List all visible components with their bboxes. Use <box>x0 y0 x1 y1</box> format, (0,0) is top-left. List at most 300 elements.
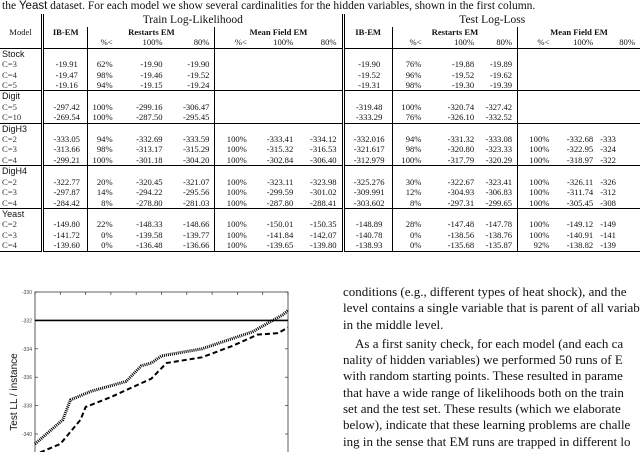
value-cell: -326 <box>600 176 616 187</box>
value-cell: -333 <box>600 134 616 145</box>
value-cell: -321.617 <box>343 144 392 154</box>
cell-empty <box>518 123 555 134</box>
value-cell: -269.54 <box>43 112 88 123</box>
value-cell <box>518 59 555 69</box>
cardinality: C=2 <box>0 177 43 187</box>
value-cell: -326.10 <box>447 112 475 123</box>
subheader-100pct: 100% <box>142 37 163 48</box>
value-cell: 8% <box>101 197 113 208</box>
table-row <box>0 102 640 112</box>
subheader-pct-less: %< <box>100 37 113 48</box>
value-cell: -19.88 <box>451 59 475 70</box>
value-cell: 76% <box>405 112 422 123</box>
value-cell: 30% <box>405 176 422 187</box>
value-cell: -278.80 <box>136 197 163 208</box>
value-cell <box>215 80 252 91</box>
value-cell: -299.65 <box>479 198 517 209</box>
y-tick-label: -330 <box>21 290 32 296</box>
value-cell: 100% <box>226 176 247 187</box>
value-cell: -313.66 <box>43 144 88 154</box>
table-row <box>0 230 640 240</box>
cell-empty <box>343 166 392 177</box>
value-cell <box>518 70 555 80</box>
value-cell: 76% <box>405 59 422 70</box>
cell-empty <box>426 123 479 134</box>
value-cell: -311.74 <box>567 187 594 198</box>
value-cell <box>298 80 343 91</box>
cell-empty <box>598 166 640 177</box>
value-cell <box>215 59 252 69</box>
cell-empty <box>479 208 517 219</box>
cell-empty <box>88 123 118 134</box>
cell-empty <box>43 208 88 219</box>
value-cell: -316.53 <box>298 144 343 154</box>
value-cell <box>518 112 555 123</box>
value-cell: 0% <box>410 229 422 240</box>
caption-post: dataset. For each model we show several cardinalities for the hidden variables, shown in the first column. <box>47 0 536 12</box>
cardinality: C=4 <box>0 198 43 209</box>
value-cell: -138.82 <box>566 240 594 251</box>
value-cell: -139.80 <box>298 240 343 251</box>
value-cell: -299.21 <box>43 155 88 166</box>
cell-empty <box>118 48 168 59</box>
value-cell: -147.78 <box>479 219 517 229</box>
value-cell: -139.77 <box>168 230 215 240</box>
value-cell: -19.90 <box>140 59 163 70</box>
cell-empty <box>518 208 555 219</box>
value-cell: -332.52 <box>479 112 517 123</box>
cell-empty <box>426 48 479 59</box>
cell-empty <box>518 91 555 102</box>
value-cell: -148.66 <box>168 219 215 229</box>
value-cell <box>554 102 598 112</box>
value-cell <box>298 112 343 123</box>
value-cell: -304.93 <box>447 187 475 198</box>
cell-empty <box>298 166 343 177</box>
value-cell <box>598 112 640 123</box>
table-row <box>0 219 640 229</box>
group-name: DigH3 <box>0 123 43 134</box>
value-cell: -19.62 <box>479 70 517 80</box>
value-cell: -315.29 <box>168 144 215 154</box>
value-cell <box>598 80 640 91</box>
cell-empty <box>598 48 640 59</box>
cell-empty <box>392 91 426 102</box>
value-cell: 8% <box>410 197 422 208</box>
value-cell: -295.45 <box>168 112 215 123</box>
subheader-empty <box>43 37 88 48</box>
cell-empty <box>392 48 426 59</box>
value-cell: -19.24 <box>168 80 215 91</box>
cell-empty <box>298 91 343 102</box>
value-cell <box>252 112 298 123</box>
value-cell: -288.41 <box>298 198 343 209</box>
cardinality: C=3 <box>0 59 43 69</box>
cell-empty <box>298 123 343 134</box>
value-cell: -334.12 <box>298 134 343 144</box>
subheader-empty <box>343 37 392 48</box>
table-row <box>0 187 640 197</box>
table-row <box>0 70 640 80</box>
value-cell: -138.93 <box>343 240 392 251</box>
value-cell: -333.08 <box>479 134 517 144</box>
paragraph-1 <box>343 284 640 333</box>
value-cell: 100% <box>529 219 550 230</box>
value-cell: -301.18 <box>136 154 163 165</box>
value-cell <box>518 80 555 91</box>
subheader-empty <box>0 37 43 48</box>
value-cell: -19.31 <box>343 80 392 91</box>
value-cell: -19.15 <box>140 80 163 91</box>
value-cell: 100% <box>401 154 422 165</box>
cardinality: C=3 <box>0 230 43 240</box>
cell-empty <box>252 208 298 219</box>
cell-empty <box>298 48 343 59</box>
value-cell <box>554 59 598 69</box>
cell-empty <box>518 48 555 59</box>
value-cell: -19.91 <box>43 59 88 69</box>
value-cell: 100% <box>226 134 247 145</box>
value-cell: -297.42 <box>43 102 88 112</box>
value-cell: 100% <box>226 144 247 155</box>
value-cell: -140.78 <box>343 230 392 240</box>
value-cell: -136.48 <box>136 240 163 251</box>
cell-empty <box>392 208 426 219</box>
subheader-pct-less: %< <box>234 37 247 48</box>
group-row <box>0 48 640 59</box>
value-cell: -148.89 <box>343 219 392 229</box>
table-row <box>0 155 640 166</box>
value-cell: 100% <box>529 134 550 145</box>
value-cell: -323.98 <box>298 177 343 187</box>
value-cell: -139.65 <box>266 240 294 251</box>
group-name: Digit <box>0 91 43 102</box>
value-cell: -141.72 <box>43 230 88 240</box>
cardinality: C=3 <box>0 187 43 197</box>
y-axis-label: Test LL / instance <box>9 353 20 431</box>
corner <box>0 14 43 27</box>
text-line: level contains a single variable that is parent of all variab <box>343 300 640 316</box>
value-cell: -306.40 <box>298 155 343 166</box>
cell-empty <box>426 166 479 177</box>
value-cell: -19.52 <box>451 69 475 80</box>
table-row <box>0 240 640 251</box>
cell-empty <box>168 123 215 134</box>
value-cell: -295.56 <box>168 187 215 197</box>
model-header: Model <box>0 27 43 37</box>
value-cell: -19.16 <box>43 80 88 91</box>
cell-empty <box>554 48 598 59</box>
value-cell: 100% <box>92 101 113 112</box>
y-tick-label: -334 <box>21 346 32 353</box>
cell-empty <box>426 91 479 102</box>
value-cell: -19.39 <box>479 80 517 91</box>
value-cell: -320.80 <box>447 144 475 155</box>
y-tick-label: -332 <box>21 318 32 325</box>
value-cell: -325.276 <box>343 177 392 187</box>
value-cell: -303.602 <box>343 198 392 209</box>
subheader-80pct: 80% <box>479 37 517 48</box>
table-row <box>0 134 640 144</box>
value-cell: 94% <box>96 134 113 145</box>
value-cell: -148.33 <box>136 219 163 230</box>
value-cell: -333.05 <box>43 134 88 144</box>
value-cell: 0% <box>410 240 422 251</box>
value-cell: 62% <box>96 59 113 70</box>
subheader-pct-less: %< <box>537 37 550 48</box>
value-cell: -305.45 <box>566 197 594 208</box>
value-cell: 100% <box>529 197 550 208</box>
caption-dataset: Yeast <box>18 0 48 12</box>
cell-empty <box>118 166 168 177</box>
value-cell: -332.68 <box>566 134 594 145</box>
value-cell <box>252 70 298 80</box>
value-cell: -317.79 <box>447 154 475 165</box>
value-cell: 100% <box>226 187 247 198</box>
value-cell: 100% <box>226 229 247 240</box>
cardinality: C=4 <box>0 155 43 166</box>
cell-empty <box>88 208 118 219</box>
table-caption <box>2 0 535 12</box>
cell-empty <box>554 208 598 219</box>
cell-empty <box>88 166 118 177</box>
value-cell <box>252 102 298 112</box>
y-tick-label: -340 <box>21 432 32 438</box>
value-cell: 100% <box>529 187 550 198</box>
bottom-rule-cell <box>0 251 640 253</box>
subheader-80pct: 80% <box>168 37 215 48</box>
caption-pre: the <box>2 0 19 12</box>
cell-empty <box>43 166 88 177</box>
subheader-80pct: 80% <box>619 37 635 48</box>
cell-empty <box>426 208 479 219</box>
subheader-80pct: 80% <box>298 37 343 48</box>
value-cell <box>298 70 343 80</box>
cell-empty <box>598 123 640 134</box>
restarts-em-header: Restarts EM <box>88 27 215 37</box>
value-cell: -287.50 <box>136 112 163 123</box>
group-row <box>0 123 640 134</box>
group-name: Stock <box>0 48 43 59</box>
y-tick-label: -336 <box>21 375 32 382</box>
cell-empty <box>252 166 298 177</box>
cell-empty <box>392 123 426 134</box>
series-dashed <box>40 328 288 452</box>
cardinality: C=5 <box>0 102 43 112</box>
cell-empty <box>118 208 168 219</box>
value-cell <box>252 59 298 69</box>
value-cell: -319.48 <box>343 102 392 112</box>
cell-empty <box>252 91 298 102</box>
group-name: Yeast <box>0 208 43 219</box>
value-cell: 28% <box>405 219 422 230</box>
value-cell: 100% <box>529 144 550 155</box>
value-cell: 100% <box>226 154 247 165</box>
value-cell: -140.91 <box>566 229 594 240</box>
group-row <box>0 208 640 219</box>
value-cell: -147.48 <box>447 219 475 230</box>
cardinality: C=5 <box>0 80 43 91</box>
cell-empty <box>215 123 252 134</box>
cell-empty <box>479 48 517 59</box>
cell-empty <box>252 48 298 59</box>
value-cell <box>598 70 640 80</box>
cardinality: C=10 <box>0 112 43 123</box>
value-cell: -312.979 <box>343 155 392 166</box>
value-cell: -306.83 <box>479 187 517 197</box>
value-cell: 98% <box>405 80 422 91</box>
value-cell: -327.42 <box>479 102 517 112</box>
value-cell <box>215 102 252 112</box>
value-cell: -141 <box>600 229 616 240</box>
test-ib-em-header: IB-EM <box>343 27 392 37</box>
value-cell: -19.30 <box>451 80 475 91</box>
table-row <box>0 59 640 69</box>
paragraph-2 <box>343 336 640 450</box>
value-cell: 96% <box>405 69 422 80</box>
y-tick-label: -338 <box>21 403 32 410</box>
text-line: set and the test set. These results (which we elaborate <box>343 401 621 417</box>
cell-empty <box>43 91 88 102</box>
cell-empty <box>343 91 392 102</box>
value-cell: -297.31 <box>447 197 475 208</box>
value-cell: -294.22 <box>136 187 163 198</box>
value-cell: -281.03 <box>168 198 215 209</box>
results-table <box>0 14 640 253</box>
value-cell: -323.11 <box>267 176 294 187</box>
ib-em-header: IB-EM <box>43 27 88 37</box>
value-cell: -136.66 <box>168 240 215 251</box>
value-cell: 100% <box>226 219 247 230</box>
cardinality: C=2 <box>0 134 43 144</box>
value-cell: -284.42 <box>43 198 88 209</box>
value-cell: 0% <box>101 240 113 251</box>
value-cell <box>518 102 555 112</box>
value-cell: -149.12 <box>566 219 594 230</box>
cell-empty <box>479 123 517 134</box>
value-cell: -139 <box>600 240 616 251</box>
text-line: As a first sanity check, for each model (and each ca <box>355 335 624 351</box>
text-line: conditions (e.g., different types of heat shock), and the <box>343 284 627 299</box>
value-cell: 94% <box>405 134 422 145</box>
value-cell: 0% <box>101 229 113 240</box>
value-cell <box>598 102 640 112</box>
value-cell <box>252 80 298 91</box>
test-restarts-em-header: Restarts EM <box>392 27 517 37</box>
value-cell: -309.991 <box>343 187 392 197</box>
text-line: ing in the sense that EM runs are trapped in different lo <box>343 433 631 449</box>
value-cell <box>554 112 598 123</box>
value-cell: 92% <box>533 240 550 251</box>
subheader-100pct: 100% <box>273 37 294 48</box>
value-cell <box>554 70 598 80</box>
cell-empty <box>215 48 252 59</box>
value-cell: -332.69 <box>136 134 163 145</box>
cell-empty <box>43 123 88 134</box>
value-cell: -321.07 <box>168 177 215 187</box>
value-cell: 22% <box>96 219 113 230</box>
value-cell: -322.95 <box>566 144 594 155</box>
cardinality: C=4 <box>0 240 43 251</box>
cell-empty <box>168 91 215 102</box>
value-cell: -138.56 <box>447 229 475 240</box>
cell-empty <box>252 123 298 134</box>
cell-empty <box>88 48 118 59</box>
text-line: nality of hidden variables) we performed 50 runs of E <box>343 352 623 368</box>
cell-empty <box>343 208 392 219</box>
value-cell: -312 <box>600 187 616 198</box>
cell-empty <box>598 91 640 102</box>
value-cell: -332.016 <box>343 134 392 144</box>
value-cell: -19.47 <box>43 70 88 80</box>
value-cell: -322 <box>600 154 616 165</box>
cell-empty <box>554 166 598 177</box>
table-row <box>0 198 640 209</box>
cardinality: C=3 <box>0 144 43 154</box>
value-cell: -301.02 <box>298 187 343 197</box>
value-cell: -322.67 <box>447 176 475 187</box>
table-row <box>0 80 640 91</box>
value-cell: 94% <box>96 80 113 91</box>
cell-empty <box>343 48 392 59</box>
value-cell <box>215 112 252 123</box>
value-cell: -306.47 <box>168 102 215 112</box>
value-cell: -302.84 <box>266 154 294 165</box>
cell-empty <box>343 123 392 134</box>
value-cell: 100% <box>92 154 113 165</box>
cell-empty <box>518 166 555 177</box>
value-cell: -320.45 <box>136 176 163 187</box>
value-cell: 98% <box>405 144 422 155</box>
value-cell: -297.87 <box>43 187 88 197</box>
value-cell: -149.80 <box>43 219 88 229</box>
cardinality: C=2 <box>0 219 43 229</box>
value-cell: 100% <box>529 176 550 187</box>
test-header: Test Log-Loss <box>459 14 526 26</box>
group-row <box>0 91 640 102</box>
value-cell: -320.29 <box>479 155 517 166</box>
mean-field-em-header: Mean Field EM <box>215 27 343 37</box>
cell-empty <box>118 123 168 134</box>
value-cell: -19.46 <box>140 69 163 80</box>
value-cell: -308 <box>600 197 616 208</box>
value-cell: -139.58 <box>136 229 163 240</box>
value-cell: -19.52 <box>168 70 215 80</box>
cell-empty <box>215 166 252 177</box>
value-cell: 14% <box>96 187 113 198</box>
value-cell: -326.11 <box>567 176 594 187</box>
value-cell: -149 <box>600 219 616 230</box>
value-cell <box>598 59 640 69</box>
value-cell: -299.16 <box>136 101 163 112</box>
value-cell: -331.32 <box>447 134 475 145</box>
text-line: below), indicate that these learning problems are challe <box>343 417 631 433</box>
value-cell: -299.59 <box>266 187 294 198</box>
value-cell: 100% <box>226 240 247 251</box>
value-cell: -19.52 <box>343 70 392 80</box>
test-mean-field-em-header: Mean Field EM <box>550 27 608 37</box>
value-cell: -333.41 <box>266 134 294 145</box>
table-row <box>0 144 640 154</box>
group-row <box>0 166 640 177</box>
value-cell: 100% <box>529 154 550 165</box>
cell-empty <box>554 123 598 134</box>
value-cell: -320.74 <box>447 101 475 112</box>
body-text <box>343 284 640 450</box>
value-cell: -139.60 <box>43 240 88 251</box>
subheader-100pct: 100% <box>573 37 594 48</box>
value-cell: -304.20 <box>168 155 215 166</box>
